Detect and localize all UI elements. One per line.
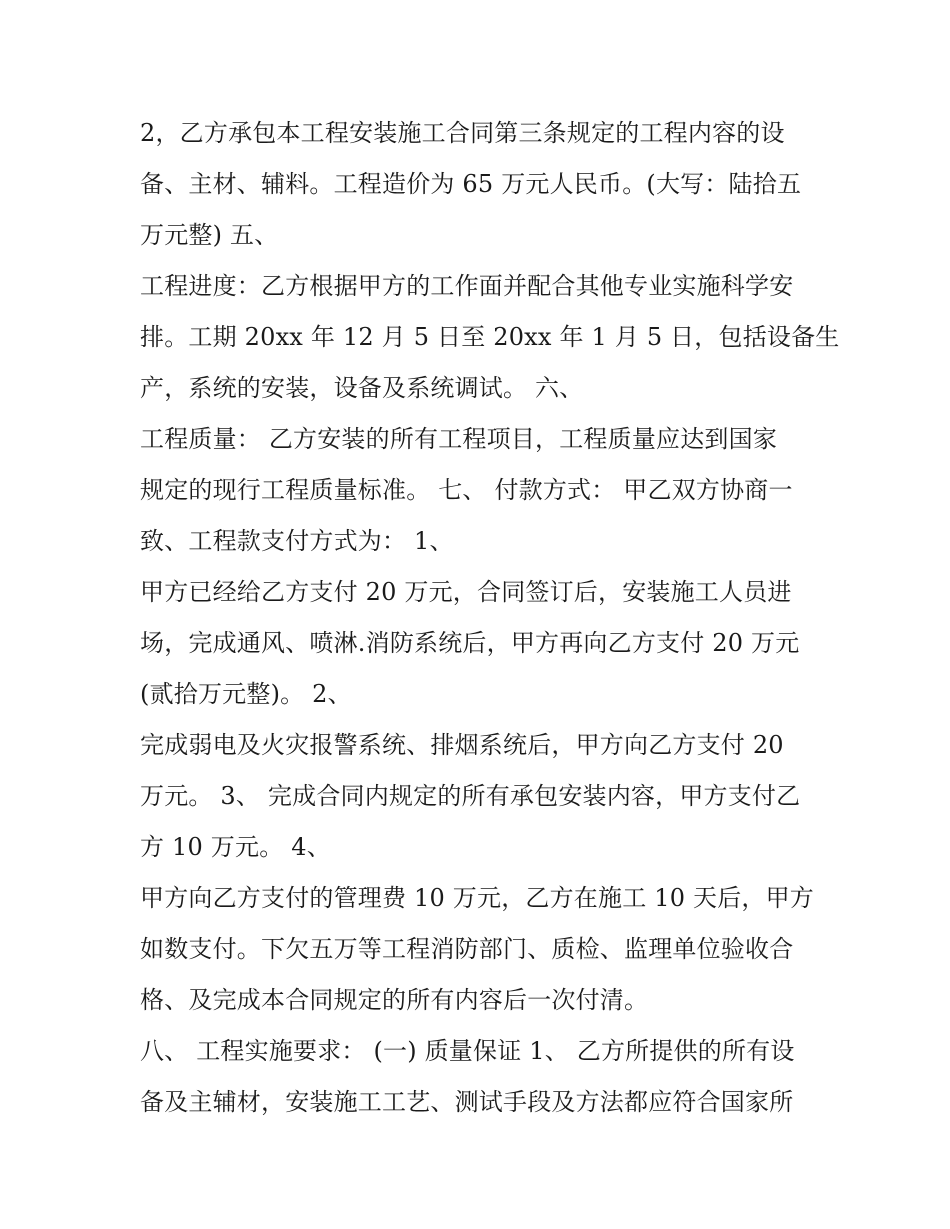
text-line: 2，乙方承包本工程安装施工合同第三条规定的工程内容的设 — [140, 119, 785, 147]
text-line: 甲方向乙方支付的管理费 10 万元，乙方在施工 10 天后，甲方 — [140, 884, 814, 912]
text-line: 场，完成通风、喷淋.消防系统后，甲方再向乙方支付 20 万元 — [140, 629, 800, 657]
text-line: 万元。 3、 完成合同内规定的所有承包安装内容，甲方支付乙 — [140, 782, 801, 810]
text-line: 方 10 万元。 4、 — [140, 833, 331, 861]
text-line: (贰拾万元整)。 2、 — [140, 680, 352, 708]
text-line: 规定的现行工程质量标准。 七、 付款方式： 甲乙双方协商一 — [140, 476, 793, 504]
text-line: 八、 工程实施要求： (一) 质量保证 1、 乙方所提供的所有设 — [140, 1037, 795, 1065]
document-body — [140, 108, 840, 1128]
text-line: 致、工程款支付方式为： 1、 — [140, 527, 454, 555]
text-line: 备、主材、辅料。工程造价为 65 万元人民币。(大写：陆拾五 — [140, 170, 802, 198]
text-line: 格、及完成本合同规定的所有内容后一次付清。 — [140, 986, 649, 1014]
text-line: 万元整) 五、 — [140, 221, 279, 249]
text-line: 备及主辅材，安装施工工艺、测试手段及方法都应符合国家所 — [140, 1088, 794, 1116]
text-line: 排。工期 20xx 年 12 月 5 日至 20xx 年 1 月 5 日，包括设备生 — [140, 323, 840, 351]
text-line: 如数支付。下欠五万等工程消防部门、质检、监理单位验收合 — [140, 935, 794, 963]
text-line: 产，系统的安装，设备及系统调试。 六、 — [140, 374, 584, 402]
text-line: 甲方已经给乙方支付 20 万元，合同签订后，安装施工人员进 — [140, 578, 792, 606]
text-line: 工程进度：乙方根据甲方的工作面并配合其他专业实施科学安 — [140, 272, 794, 300]
text-line: 工程质量： 乙方安装的所有工程项目，工程质量应达到国家 — [140, 425, 778, 453]
text-line: 完成弱电及火灾报警系统、排烟系统后，甲方向乙方支付 20 — [140, 731, 784, 759]
